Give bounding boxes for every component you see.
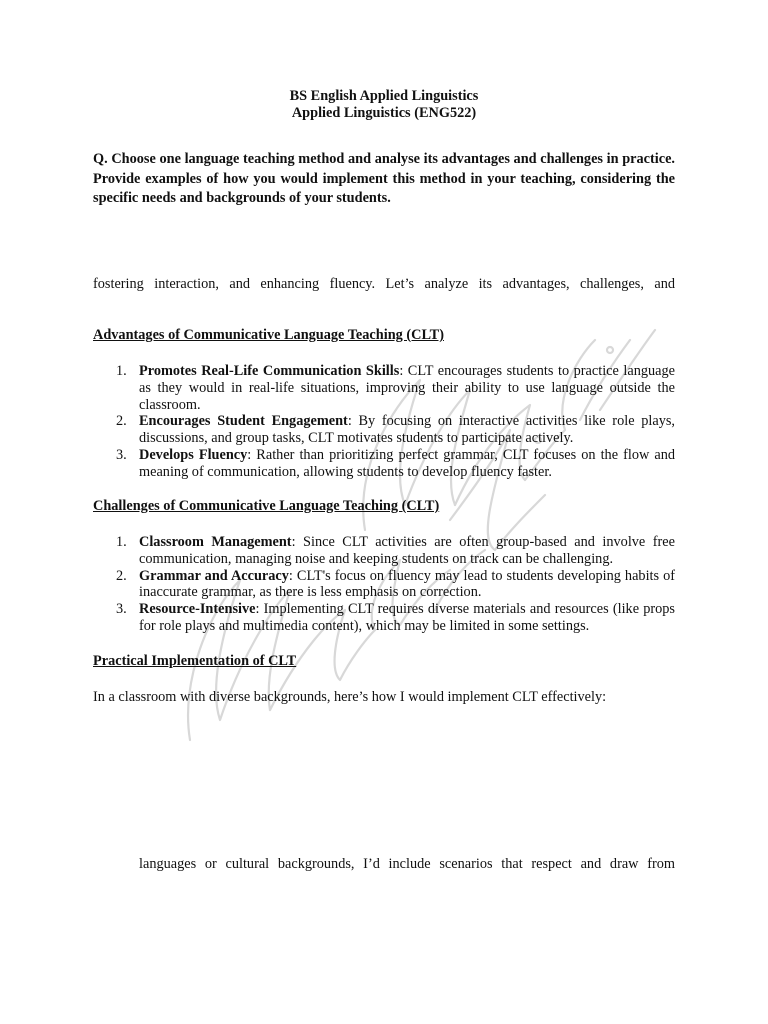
challenges-heading: Challenges of Communicative Language Teaching (CLT) <box>93 498 440 514</box>
list-item-term: Develops Fluency <box>139 446 248 463</box>
implementation-heading: Practical Implementation of CLT <box>93 653 297 669</box>
list-item-term: Resource-Intensive <box>139 601 256 618</box>
list-number: 1. <box>116 363 127 379</box>
list-number: 2. <box>116 567 127 584</box>
list-item-text: : CLT encourages students to practice language as they would in real-life situations, improving their ability to use language outside the classroom. <box>139 363 675 413</box>
watermark-signature <box>150 280 670 760</box>
implementation-intro: In a classroom with diverse backgrounds, here’s how I would implement CLT effectively: <box>93 689 607 705</box>
list-item-text: : Since CLT activities are often group-based and involve free communication, managing noise and keeping students on track can be challenging. <box>139 534 675 567</box>
list-item-term: Encourages Student Engagement <box>139 413 348 430</box>
list-number: 2. <box>116 413 127 430</box>
list-item-text: : CLT's focus on fluency may lead to students developing habits of inaccurate grammar, as there is less emphasis on correction. <box>139 567 675 601</box>
advantages-list <box>93 363 675 481</box>
list-item <box>93 568 675 602</box>
list-item-term: Classroom Management <box>139 534 292 550</box>
list-item <box>93 534 675 568</box>
intro-fragment: fostering interaction, and enhancing fluency. Let’s analyze its advantages, challenges, and <box>93 276 675 292</box>
program-title: BS English Applied Linguistics <box>289 88 479 104</box>
list-item <box>93 413 675 447</box>
list-item-term: Grammar and Accuracy <box>139 567 289 584</box>
list-item <box>93 363 675 413</box>
list-item <box>93 601 675 635</box>
course-title: Applied Linguistics (ENG522) <box>291 105 477 121</box>
list-number: 3. <box>116 601 127 618</box>
document-header <box>93 88 675 122</box>
implementation-fragment: languages or cultural backgrounds, I’d include scenarios that respect and draw from <box>139 856 675 872</box>
list-number: 1. <box>116 534 127 550</box>
challenges-list <box>93 534 675 635</box>
question-text: Q. Choose one language teaching method and analyse its advantages and challenges in practice. Provide examples of how you would implement this method in your teaching, considering the specific needs and backgrounds of your students. <box>93 151 675 206</box>
list-item-text: : Rather than prioritizing perfect grammar, CLT focuses on the flow and meaning of communication, allowing students to develop fluency faster. <box>139 446 675 480</box>
list-number: 3. <box>116 446 127 463</box>
advantages-heading: Advantages of Communicative Language Teaching (CLT) <box>93 327 444 343</box>
list-item <box>93 447 675 481</box>
list-item-text: : Implementing CLT requires diverse materials and resources (like props for role plays and multimedia content), which may be limited in some settings. <box>139 601 675 634</box>
list-item-text: : By focusing on interactive activities like role plays, discussions, and group tasks, CLT motivates students to participate actively. <box>139 413 675 447</box>
list-item-term: Promotes Real-Life Communication Skills <box>139 363 400 379</box>
